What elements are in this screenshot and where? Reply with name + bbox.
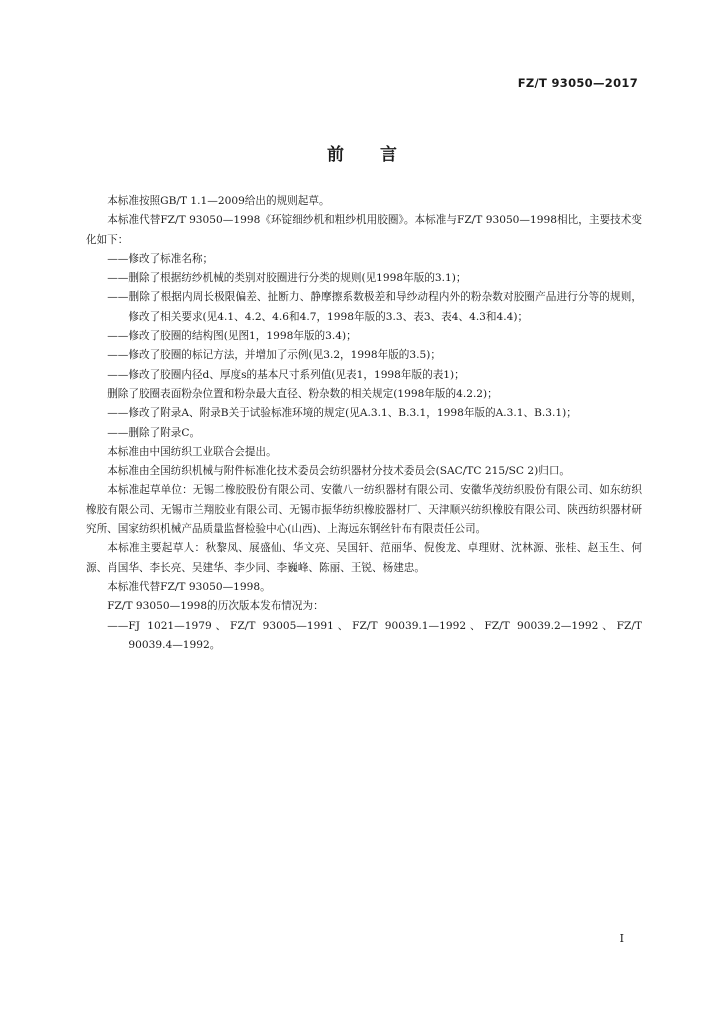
list-item-change: ——修改了胶圈内径d、厚度s的基本尺寸系列值(见表1，1998年版的表1)；: [107, 368, 465, 381]
paragraph-supersedes: 本标准代替FZ/T 93050—1998。: [107, 580, 271, 593]
page-number: I: [619, 932, 624, 945]
list-item-change: ——修改了标准名称；: [107, 252, 214, 265]
paragraph-proposed-by: 本标准由中国纺织工业联合会提出。: [107, 445, 277, 458]
paragraph-drafting-rules: 本标准按照GB/T 1.1—2009给出的规则起草。: [107, 195, 330, 207]
list-item-change: ——修改了胶圈的结构图(见图1，1998年版的3.4)；: [107, 330, 357, 343]
standard-code: FZ/T 93050—2017: [517, 76, 638, 90]
foreword-body: [86, 192, 642, 655]
list-item-change: ——修改了胶圈的标记方法，并增加了示例(见3.2，1998年版的3.5)；: [107, 349, 441, 362]
list-item-change: ——修改了附录A、附录B关于试验标准环境的规定(见A.3.1、B.3.1，1998年版的A.3.1、B.3.1)；: [107, 407, 577, 420]
paragraph-drafters: 本标准主要起草人：秋黎凤、展盛仙、华文亮、吴国轩、范丽华、倪俊龙、卓理财、沈林源、张桂、赵玉生、何源、肖国华、李长亮、吴建华、李少同、李巍峰、陈丽、王锐、杨建忠。: [86, 542, 642, 574]
list-item-change: ——删除了附录C。: [107, 426, 201, 439]
page-title: 前言: [327, 145, 433, 165]
paragraph-replaces: 本标准代替FZ/T 93050—1998《环锭细纱机和粗纱机用胶圈》。本标准与FZ/T 93050—1998相比，主要技术变化如下：: [86, 214, 642, 246]
list-item-history: ——FJ 1021—1979、FZ/T 93005—1991、FZ/T 90039.1—1992、FZ/T 90039.2—1992、FZ/T 90039.4—1992。: [107, 619, 642, 651]
list-item-change: ——删除了根据纺纱机械的类别对胶圈进行分类的规则(见1998年版的3.1)；: [107, 272, 467, 285]
paragraph-drafting-units: 本标准起草单位：无锡二橡胶股份有限公司、安徽八一纺织器材有限公司、安徽华茂纺织股份有限公司、如东纺织橡胶有限公司、无锡市兰翔胶业有限公司、无锡市振华纺织橡胶器材厂、天津顺兴纺织橡胶有限公司、陕西纺织器材研究所、国家纺织机械产品质量监督检验中心(山西)、上海远东钢丝针布有限责任公司。: [86, 484, 642, 536]
list-item-change: ——删除了根据内周长极限偏差、扯断力、静摩擦系数极差和导纱动程内外的粉杂数对胶圈产品进行分等的规则，修改了相关要求(见4.1、4.2、4.6和4.7，1998年版的3.3、表3、表4、4.3和4.4)；: [107, 291, 642, 323]
list-item-continuation: 删除了胶圈表面粉杂位置和粉杂最大直径、粉杂数的相关规定(1998年版的4.2.2)；: [107, 387, 498, 400]
paragraph-administered-by: 本标准由全国纺织机械与附件标准化技术委员会纺织器材分技术委员会(SAC/TC 215/SC 2)归口。: [107, 465, 571, 478]
paragraph-history-intro: FZ/T 93050—1998的历次版本发布情况为：: [107, 600, 324, 613]
